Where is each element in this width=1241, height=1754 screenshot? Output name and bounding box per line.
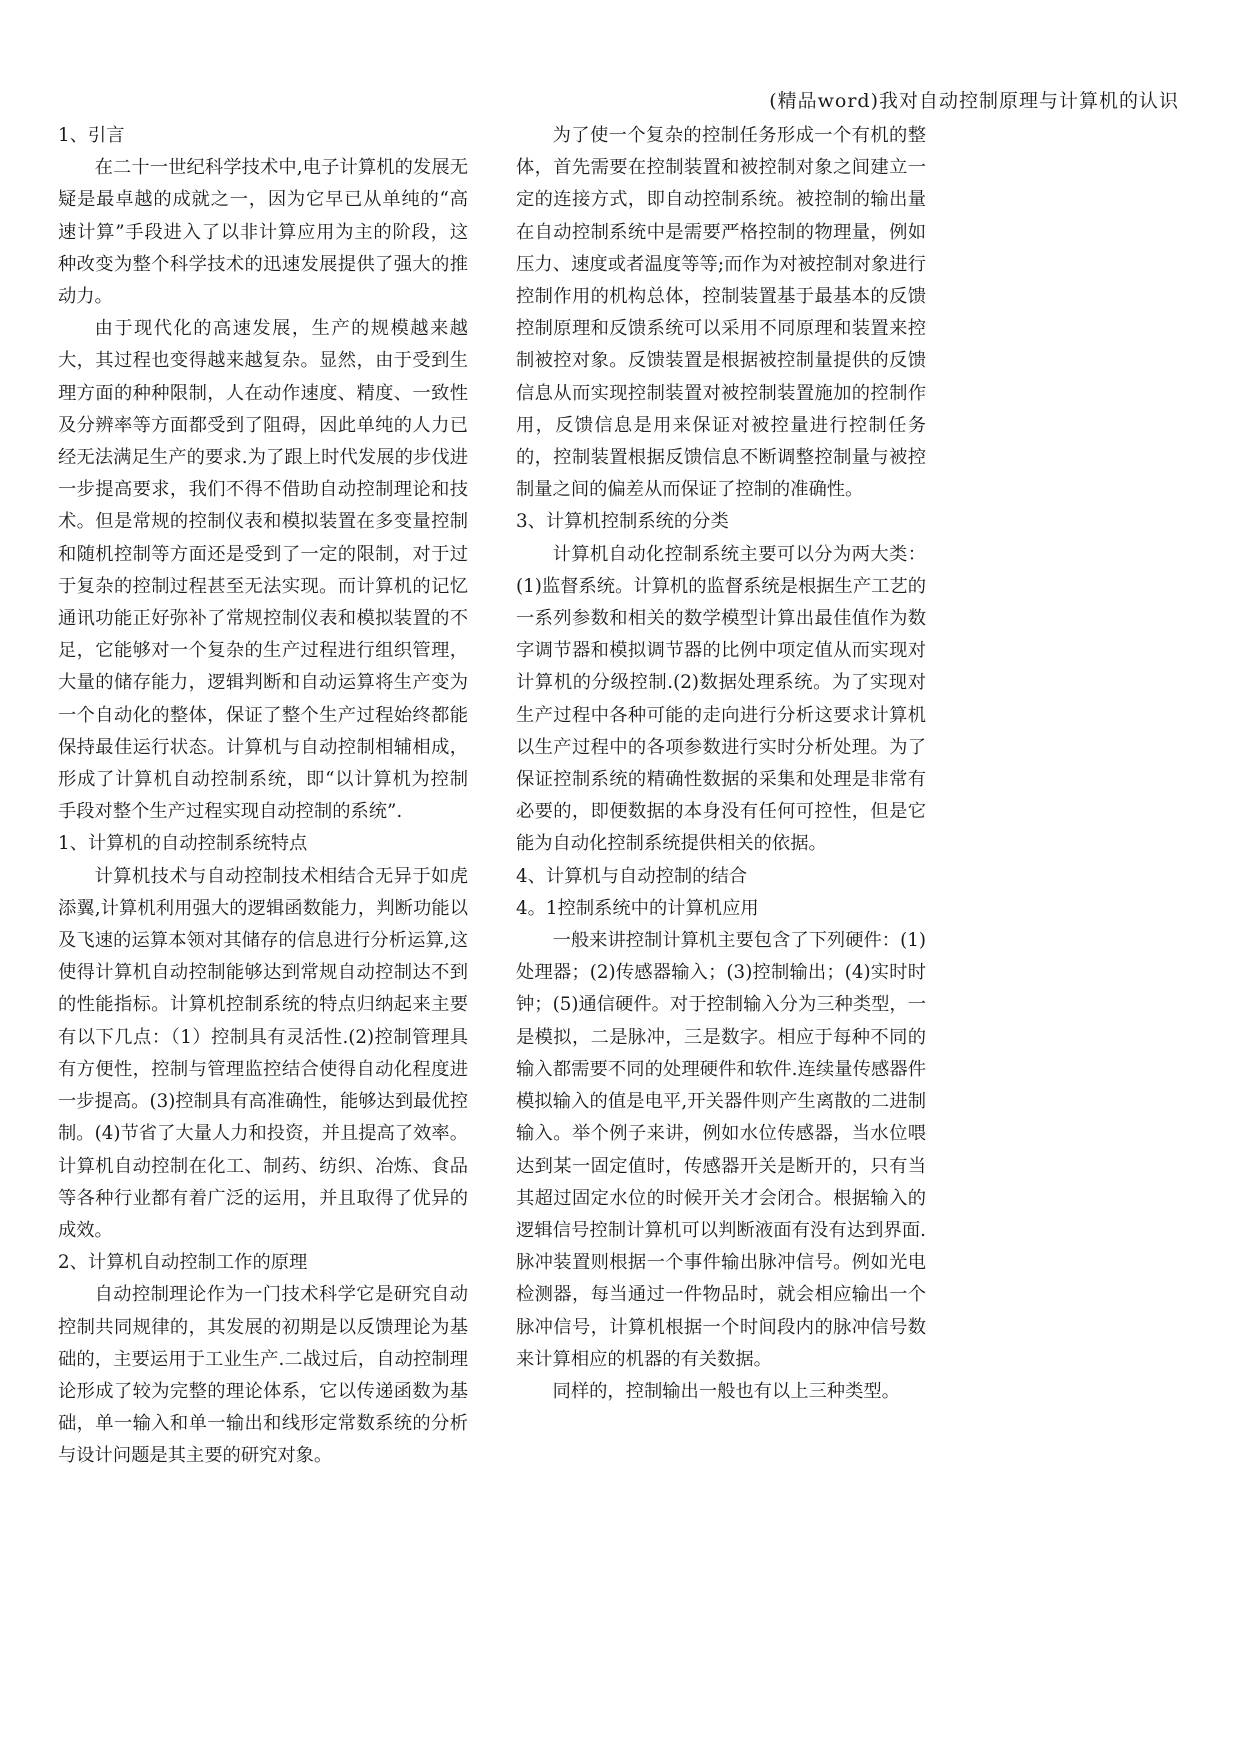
subsection-heading: 4。1控制系统中的计算机应用 xyxy=(516,897,759,919)
section-heading: 1、计算机的自动控制系统特点 xyxy=(58,833,308,855)
paragraph: 由于现代化的高速发展，生产的规模越来越大，其过程也变得越来越复杂。显然，由于受到生理方面的种种限制，人在动作速度、精度、一致性及分辨率等方面都受到了阻碍，因此单纯的人力已经无法满足生产的要求.为了跟上时代发展的步伐进一步提高要求，我们不得不借助自动控制理论和技术。但是常规的控制仪表和模拟装置在多变量控制和随机控制等方面还是受到了一定的限制，对于过于复杂的控制过程甚至无法实现。而计算机的记忆通讯功能正好弥补了常规控制仪表和模拟装置的不足，它能够对一个复杂的生产过程进行组织管理，大量的储存能力，逻辑判断和自动运算将生产变为一个自动化的整体，保证了整个生产过程始终都能保持最佳运行状态。计算机与自动控制相辅相成，形成了计算机自动控制系统，即“以计算机为控制手段对整个生产过程实现自动控制的系统”. xyxy=(58,318,468,823)
right-column xyxy=(516,120,926,1408)
section-heading: 4、计算机与自动控制的结合 xyxy=(516,865,748,887)
paragraph: 为了使一个复杂的控制任务形成一个有机的整体，首先需要在控制装置和被控制对象之间建立一定的连接方式，即自动控制系统。被控制的输出量在自动控制系统中是需要严格控制的物理量，例如压力、速度或者温度等等;而作为对被控制对象进行控制作用的机构总体，控制装置基于最基本的反馈控制原理和反馈系统可以采用不同原理和装置来控制被控对象。反馈装置是根据被控制量提供的反馈信息从而实现控制装置对被控制装置施加的控制作用，反馈信息是用来保证对被控量进行控制任务的，控制装置根据反馈信息不断调整控制量与被控制量之间的偏差从而保证了控制的准确性。 xyxy=(516,125,926,501)
paragraph: 在二十一世纪科学技术中,电子计算机的发展无疑是最卓越的成就之一，因为它早已从单纯的“高速计算”手段进入了以非计算应用为主的阶段，这种改变为整个科学技术的迅速发展提供了强大的推动力。 xyxy=(58,157,468,308)
paragraph: 自动控制理论作为一门技术科学它是研究自动控制共同规律的，其发展的初期是以反馈理论为基础的，主要运用于工业生产.二战过后，自动控制理论形成了较为完整的理论体系，它以传递函数为基础，单一输入和单一输出和线形定常数系统的分析与设计问题是其主要的研究对象。 xyxy=(58,1284,468,1467)
left-column xyxy=(58,120,468,1473)
section-heading: 2、计算机自动控制工作的原理 xyxy=(58,1252,308,1274)
document-header: (精品word)我对自动控制原理与计算机的认识 xyxy=(769,90,1179,112)
section-heading: 3、计算机控制系统的分类 xyxy=(516,511,729,533)
section-heading: 1、引言 xyxy=(58,125,125,146)
paragraph: 计算机技术与自动控制技术相结合无异于如虎添翼,计算机利用强大的逻辑函数能力，判断功能以及飞速的运算本领对其储存的信息进行分析运算,这使得计算机自动控制能够达到常规自动控制达不到的性能指标。计算机控制系统的特点归纳起来主要有以下几点：（1）控制具有灵活性.(2)控制管理具有方便性，控制与管理监控结合使得自动化程度进一步提高。(3)控制具有高准确性，能够达到最优控制。(4)节省了大量人力和投资，并且提高了效率。计算机自动控制在化工、制药、纺织、冶炼、食品等各种行业都有着广泛的运用，并且取得了优异的成效。 xyxy=(58,865,468,1241)
paragraph: 同样的，控制输出一般也有以上三种类型。 xyxy=(552,1380,900,1402)
paragraph: 一般来讲控制计算机主要包含了下列硬件：(1)处理器；(2)传感器输入；(3)控制输出；(4)实时时钟；(5)通信硬件。对于控制输入分为三种类型，一是模拟，二是脉冲，三是数字。相应于每种不同的输入都需要不同的处理硬件和软件.连续量传感器件模拟输入的值是电平,开关器件则产生离散的二进制输入。举个例子来讲，例如水位传感器，当水位喂达到某一固定值时，传感器开关是断开的，只有当其超过固定水位的时候开关才会闭合。根据输入的逻辑信号控制计算机可以判断液面有没有达到界面.脉冲装置则根据一个事件输出脉冲信号。例如光电检测器，每当通过一件物品时，就会相应输出一个脉冲信号，计算机根据一个时间段内的脉冲信号数来计算相应的机器的有关数据。 xyxy=(516,930,926,1370)
paragraph: 计算机自动化控制系统主要可以分为两大类：(1)监督系统。计算机的监督系统是根据生产工艺的一系列参数和相关的数学模型计算出最佳值作为数字调节器和模拟调节器的比例中项定值从而实现对计算机的分级控制.(2)数据处理系统。为了实现对生产过程中各种可能的走向进行分析这要求计算机以生产过程中的各项参数进行实时分析处理。为了保证控制系统的精确性数据的采集和处理是非常有必要的，即便数据的本身没有任何可控性，但是它能为自动化控制系统提供相关的依据。 xyxy=(516,543,926,855)
